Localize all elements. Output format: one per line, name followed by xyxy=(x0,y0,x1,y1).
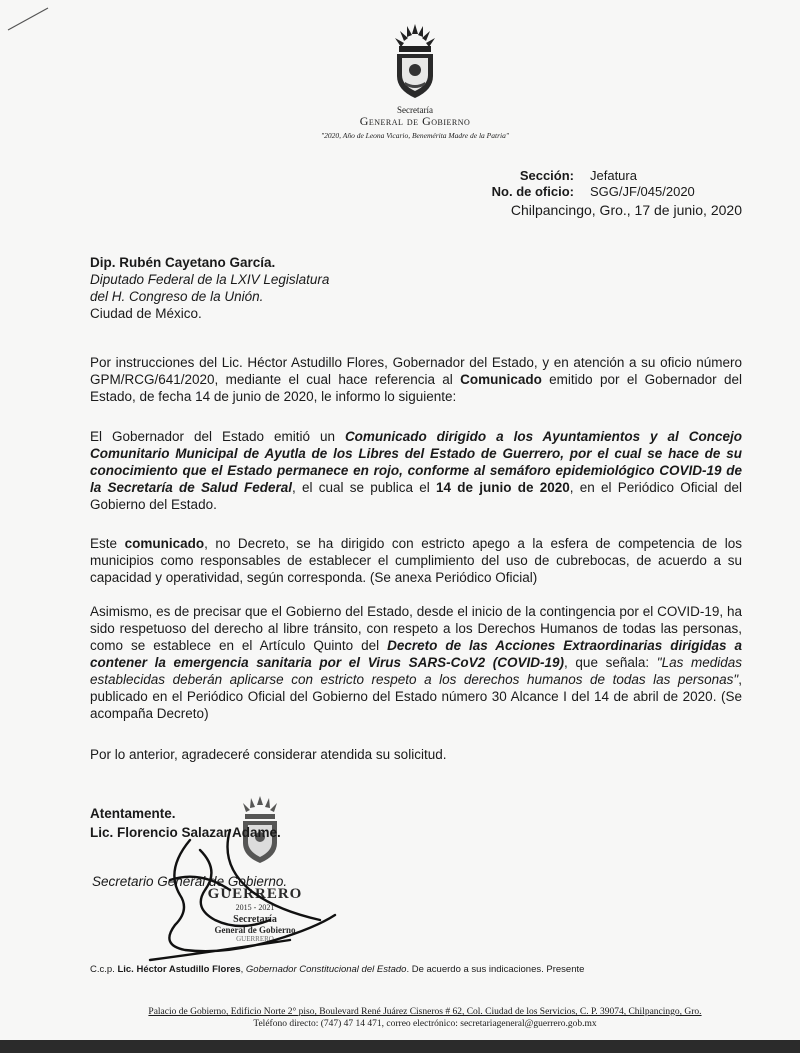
stamp-state: GUERRERO xyxy=(207,886,303,902)
place-date: Chilpancingo, Gro., 17 de junio, 2020 xyxy=(510,202,742,218)
paragraph-2 xyxy=(90,428,742,513)
bottom-bar xyxy=(0,1040,800,1053)
paragraph-5: Por lo anterior, agradeceré considerar atendida su solicitud. xyxy=(90,747,447,762)
p1-text-c: emitido por el Gobernador del Estado, de fecha 14 de junio de 2020, le informo lo siguiente: xyxy=(90,372,743,404)
p2-text-c: , el cual se publica el xyxy=(292,480,437,495)
p1-text-b: Comunicado xyxy=(460,372,542,387)
p3-text-a: Este xyxy=(90,536,125,551)
ccp-sep: , xyxy=(240,964,246,975)
signer-name: Lic. Florencio Salazar Adame. xyxy=(90,825,281,840)
p2-text-d: 14 de junio de 2020 xyxy=(436,480,570,495)
ccp-role: Gobernador Constitucional del Estado xyxy=(245,964,407,975)
p1-text-a: Por instrucciones del Lic. Héctor Astudillo Flores, Gobernador del Estado, y en atención a su oficio número GPM/RCG/641/2020, mediante el cual hace referencia al xyxy=(90,355,742,387)
paragraph-3 xyxy=(90,535,742,586)
p4-text-c: , que señala: xyxy=(564,655,657,670)
p3-text-b: comunicado xyxy=(124,536,205,551)
p4-text-b: Decreto de las Acciones Extraordinarias dirigidas a contener la emergencia sanitaria por el Virus SARS-CoV2 (COVID-19) xyxy=(90,638,742,670)
seccion-value: Jefatura xyxy=(590,168,637,183)
addressee-line-3: Ciudad de México. xyxy=(90,306,202,321)
paragraph-1 xyxy=(90,354,742,405)
closing-atentamente: Atentamente. xyxy=(90,806,176,821)
footer xyxy=(92,1006,758,1030)
ccp-name: Lic. Héctor Astudillo Flores xyxy=(117,964,241,975)
p4-text-d: "Las medidas establecidas deberán aplicarse con estricto respeto a los derechos humanos de todas las personas" xyxy=(90,655,743,687)
letterhead xyxy=(260,22,570,140)
oficio-row xyxy=(480,184,742,200)
footer-address: Palacio de Gobierno, Edificio Norte 2° piso, Boulevard René Juárez Cisneros # 62, Col. Ciudad de los Servicios, C. P. 39074, Chilpancingo, Gro. xyxy=(148,1007,702,1017)
p2-text-a: El Gobernador del Estado emitió un xyxy=(90,429,345,444)
stamp-faded: GUERRERO xyxy=(236,935,274,943)
ccp-line xyxy=(90,964,584,975)
addressee-line-1: Diputado Federal de la LXIV Legislatura xyxy=(90,272,330,287)
state-seal-icon xyxy=(385,22,445,104)
paragraph-4 xyxy=(90,603,742,722)
stamp-general: General de Gobierno xyxy=(214,925,296,935)
letterhead-motto: "2020, Año de Leona Vicario, Benemérita Madre de la Patria" xyxy=(320,131,509,140)
scan-mark-line xyxy=(6,6,50,32)
addressee-line-2: del H. Congreso de la Unión. xyxy=(90,289,264,304)
addressee-name: Dip. Rubén Cayetano García. xyxy=(90,255,276,270)
seccion-row xyxy=(480,168,742,184)
p2-text-e: , en el Periódico Oficial del Gobierno del Estado. xyxy=(90,480,742,512)
oficio-value: SGG/JF/045/2020 xyxy=(590,184,695,199)
document-meta xyxy=(480,168,742,218)
p3-text-c: , no Decreto, se ha dirigido con estricto apego a la esfera de competencia de los municipios como responsables de establecer el cumplimiento del uso de cubrebocas, de acuerdo a su capacidad y operatividad, según corresponda. (Se anexa Periódico Oficial) xyxy=(90,536,742,585)
stamp-years: 2015 - 2021 xyxy=(235,903,275,912)
handwritten-signature-icon xyxy=(110,820,350,970)
letterhead-secretaria: Secretaría xyxy=(397,105,433,115)
seccion-label: Sección: xyxy=(519,168,574,183)
signer-title: Secretario General de Gobierno. xyxy=(92,874,288,889)
ccp-rest: . De acuerdo a sus indicaciones. Presente xyxy=(406,964,585,975)
p2-text-b: Comunicado dirigido a los Ayuntamientos y al Concejo Comunitario Municipal de Ayutla de los Libres del Estado de Guerrero, por el cual se hace de su conocimiento que el Estado permanece en rojo, conforme al semáforo epidemiológico COVID-19 de la Secretaría de Salud Federal xyxy=(90,429,742,495)
oficio-label: No. de oficio: xyxy=(491,184,574,199)
p4-text-e: , publicado en el Periódico Oficial del Gobierno del Estado número 30 Alcance I del 14 de abril de 2020. (Se acompaña Decreto) xyxy=(90,672,742,721)
stamp-secretaria: Secretaría xyxy=(233,914,277,925)
ccp-prefix: C.c.p. xyxy=(90,964,118,975)
p4-text-a: Asimismo, es de precisar que el Gobierno del Estado, desde el inicio de la contingencia por el COVID-19, ha sido respetuoso del derecho al libre tránsito, con respeto a los Derechos Humanos de todas las personas, como se establece en el Artículo Quinto del xyxy=(90,604,742,653)
letterhead-general: General de Gobierno xyxy=(359,114,471,128)
addressee-block xyxy=(90,254,510,322)
footer-contact: Teléfono directo: (747) 47 14 471, correo electrónico: secretariageneral@guerrero.gob.mx xyxy=(253,1019,597,1029)
